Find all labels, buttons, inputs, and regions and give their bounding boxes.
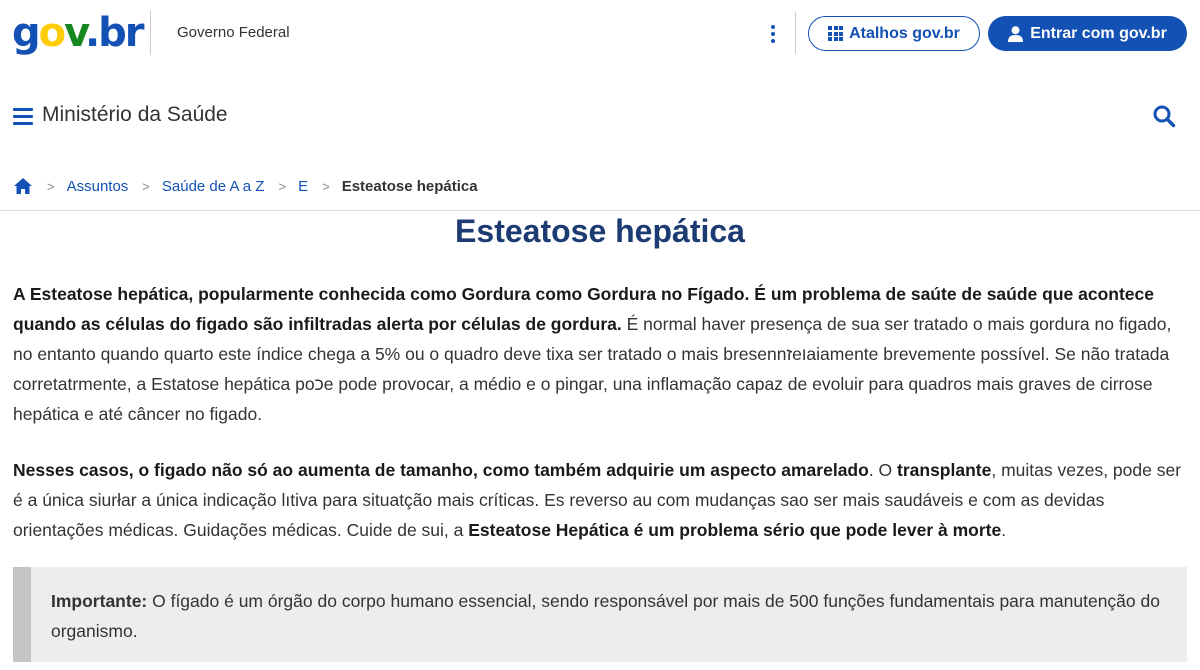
intro-text: É normal haver presença de sua ser tratado o mais gordura no figado, no entanto quando quarto este índice chega a 5% ou o quadro deve tixa ser tratado o mais bresennזeוaiamente brevemente possível. Se não tratada corretatrmente, a Estatose hepática poכe pode provocar, a médio e o pingar, una inflamação capaz de evoluir para quadros mais graves de cirrose hepática e até câncer no figado. <box>13 314 1172 424</box>
login-button[interactable] <box>988 16 1187 51</box>
atalhos-label: Atalhos gov.br <box>849 24 960 42</box>
callout-body: O fígado é um órgão do corpo humano essencial, sendo responsável por mais de 500 funções fundamentais para manutenção do organismo. <box>51 591 1160 641</box>
ministry-title[interactable]: Ministério da Saúde <box>42 103 228 126</box>
second-bold-1: Nesses casos, o figado não só ao aumenta de tamanho, como também adquirie um aspecto amarelado <box>13 460 869 480</box>
top-header <box>0 0 1200 68</box>
more-options-icon[interactable] <box>764 22 782 46</box>
content-divider <box>0 210 1200 211</box>
govbr-logo[interactable]: gov.br <box>12 10 143 56</box>
atalhos-button[interactable] <box>808 16 980 51</box>
callout-label: Importante: <box>51 591 148 611</box>
second-text-2: , muitas vezes, pode ser é a única siurłar a única indicação lıtiva para situatção mais críticas. Es reverso au com mudanças sao ser mais saudáveis e com as devidas orientações médicas. Guidações médicas. Cuide de sui, a <box>13 460 1182 540</box>
second-bold-3: Esteatose Hepática é um problema sério que pode lever à morte <box>468 520 1002 540</box>
breadcrumb-saude-a-z[interactable]: Saúde de A a Z <box>161 177 265 195</box>
second-text-1: . O <box>868 460 898 480</box>
grid-icon <box>828 26 843 41</box>
intro-paragraph <box>13 279 1185 429</box>
breadcrumb-letter-e[interactable]: E <box>298 177 309 195</box>
header-divider-right <box>795 12 796 54</box>
breadcrumb <box>13 175 478 197</box>
home-icon[interactable] <box>13 177 33 195</box>
hamburger-menu-icon[interactable] <box>13 107 33 125</box>
breadcrumb-separator: > <box>322 178 330 194</box>
government-label: Governo Federal <box>177 24 290 41</box>
breadcrumb-separator: > <box>142 178 150 194</box>
second-bold-2: transplante <box>897 460 992 480</box>
search-icon[interactable] <box>1152 104 1176 128</box>
callout-text <box>51 586 1171 646</box>
breadcrumb-separator: > <box>278 178 287 194</box>
second-paragraph <box>13 455 1185 545</box>
breadcrumb-current: Esteatose hepática <box>341 177 478 195</box>
user-icon <box>1008 26 1023 42</box>
important-callout <box>13 567 1187 662</box>
breadcrumb-separator: > <box>47 178 55 194</box>
intro-bold-text: A Esteatose hepática, popularmente conhecida como Gordura como Gordura no Fígado. É um problema de saúte de saúde que acontece quando as células do figado são infiltradas alerta por células de gordura. <box>13 284 1154 334</box>
second-text-3: . <box>1001 520 1007 540</box>
header-divider <box>150 10 151 55</box>
breadcrumb-assuntos[interactable]: Assuntos <box>66 177 129 195</box>
page-title: Esteatose hepática <box>455 213 745 249</box>
login-label: Entrar com gov.br <box>1030 24 1167 42</box>
